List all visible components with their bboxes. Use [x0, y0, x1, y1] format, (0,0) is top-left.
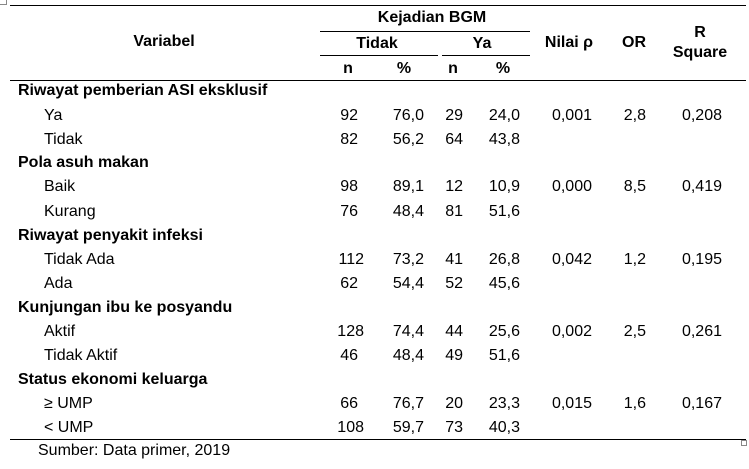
p-value-cell: 0,000 — [551, 178, 592, 195]
header-tidak-pct: % — [396, 60, 412, 77]
p-value-cell: 0,002 — [551, 323, 592, 340]
tidak-n-cell: 108 — [337, 419, 364, 436]
tidak-pct-cell: 76,7 — [392, 395, 424, 412]
tidak-n-cell: 66 — [340, 395, 358, 412]
r-square-cell: 0,195 — [681, 251, 722, 268]
header-variabel: Variabel — [133, 33, 195, 50]
ya-pct-cell: 51,6 — [488, 203, 520, 220]
ya-pct-cell: 43,8 — [488, 131, 520, 148]
ya-pct-cell: 40,3 — [488, 419, 520, 436]
ya-underline — [442, 55, 530, 56]
tidak-pct-cell: 74,4 — [392, 323, 424, 340]
r-square-cell: 0,261 — [681, 323, 722, 340]
source-note: Sumber: Data primer, 2019 — [38, 442, 231, 459]
tidak-n-cell: 62 — [340, 275, 358, 292]
p-value-cell: 0,015 — [551, 395, 592, 412]
header-tidak-n: n — [343, 60, 353, 77]
tidak-pct-cell: 73,2 — [392, 251, 424, 268]
tidak-pct-cell: 54,4 — [392, 275, 424, 292]
group-title: Riwayat penyakit infeksi — [18, 227, 203, 244]
tidak-pct-cell: 48,4 — [392, 203, 424, 220]
row-label: Kurang — [44, 203, 96, 220]
row-label: Tidak Ada — [44, 251, 115, 268]
ya-pct-cell: 51,6 — [488, 347, 520, 364]
row-label: Tidak — [44, 131, 83, 148]
tidak-n-cell: 46 — [340, 347, 358, 364]
or-cell: 1,6 — [623, 395, 646, 412]
group-title: Kunjungan ibu ke posyandu — [18, 299, 233, 316]
ya-n-cell: 29 — [445, 107, 463, 124]
row-label: < UMP — [44, 419, 94, 436]
header-r-square-line2: Square — [672, 44, 728, 61]
tidak-n-cell: 82 — [340, 131, 358, 148]
corner-mark — [0, 0, 7, 5]
tidak-underline — [320, 55, 438, 56]
row-label: Baik — [44, 178, 76, 195]
ya-pct-cell: 45,6 — [488, 275, 520, 292]
header-or: OR — [622, 34, 646, 51]
ya-n-cell: 81 — [445, 203, 463, 220]
header-ya-n: n — [448, 60, 458, 77]
ya-n-cell: 49 — [445, 347, 463, 364]
corner-mark — [741, 440, 747, 446]
row-label: Tidak Aktif — [44, 347, 118, 364]
ya-n-cell: 41 — [445, 251, 463, 268]
r-square-cell: 0,208 — [681, 107, 722, 124]
ya-pct-cell: 10,9 — [488, 178, 520, 195]
ya-pct-cell: 23,3 — [488, 395, 520, 412]
header-nilai-p: Nilai ρ — [544, 34, 594, 51]
r-square-cell: 0,419 — [681, 178, 722, 195]
ya-pct-cell: 24,0 — [488, 107, 520, 124]
tidak-pct-cell: 56,2 — [392, 131, 424, 148]
or-cell: 1,2 — [623, 251, 646, 268]
header-ya: Ya — [472, 35, 492, 52]
tidak-n-cell: 112 — [338, 251, 364, 268]
p-value-cell: 0,001 — [551, 107, 592, 124]
group-title: Riwayat pemberian ASI eksklusif — [18, 82, 268, 99]
tidak-n-cell: 98 — [340, 178, 358, 195]
tidak-n-cell: 128 — [337, 323, 364, 340]
header-tidak: Tidak — [356, 35, 398, 52]
ya-pct-cell: 25,6 — [488, 323, 520, 340]
kejadian-rule — [320, 31, 530, 32]
header-r-square-line1: R — [694, 24, 706, 41]
row-label: Ada — [44, 275, 73, 292]
tidak-n-cell: 76 — [340, 203, 358, 220]
ya-pct-cell: 26,8 — [488, 251, 520, 268]
tidak-pct-cell: 59,7 — [392, 419, 424, 436]
tidak-pct-cell: 48,4 — [392, 347, 424, 364]
row-label: ≥ UMP — [44, 395, 93, 412]
or-cell: 2,8 — [623, 107, 646, 124]
ya-n-cell: 73 — [445, 419, 463, 436]
ya-n-cell: 64 — [445, 131, 463, 148]
tidak-n-cell: 92 — [340, 107, 358, 124]
ya-n-cell: 52 — [445, 275, 463, 292]
row-label: Ya — [44, 107, 63, 124]
header-ya-pct: % — [495, 60, 511, 77]
ya-n-cell: 20 — [445, 395, 463, 412]
ya-n-cell: 44 — [445, 323, 463, 340]
top-rule — [10, 5, 746, 6]
p-value-cell: 0,042 — [551, 251, 592, 268]
header-kejadian-bgm: Kejadian BGM — [377, 9, 487, 26]
tidak-pct-cell: 76,0 — [392, 107, 424, 124]
group-title: Pola asuh makan — [18, 154, 149, 171]
table-bottom-rule — [10, 439, 746, 440]
or-cell: 8,5 — [623, 178, 646, 195]
group-title: Status ekonomi keluarga — [18, 371, 208, 388]
r-square-cell: 0,167 — [681, 395, 722, 412]
row-label: Aktif — [44, 323, 76, 340]
ya-n-cell: 12 — [445, 178, 463, 195]
tidak-pct-cell: 89,1 — [392, 178, 424, 195]
or-cell: 2,5 — [623, 323, 646, 340]
